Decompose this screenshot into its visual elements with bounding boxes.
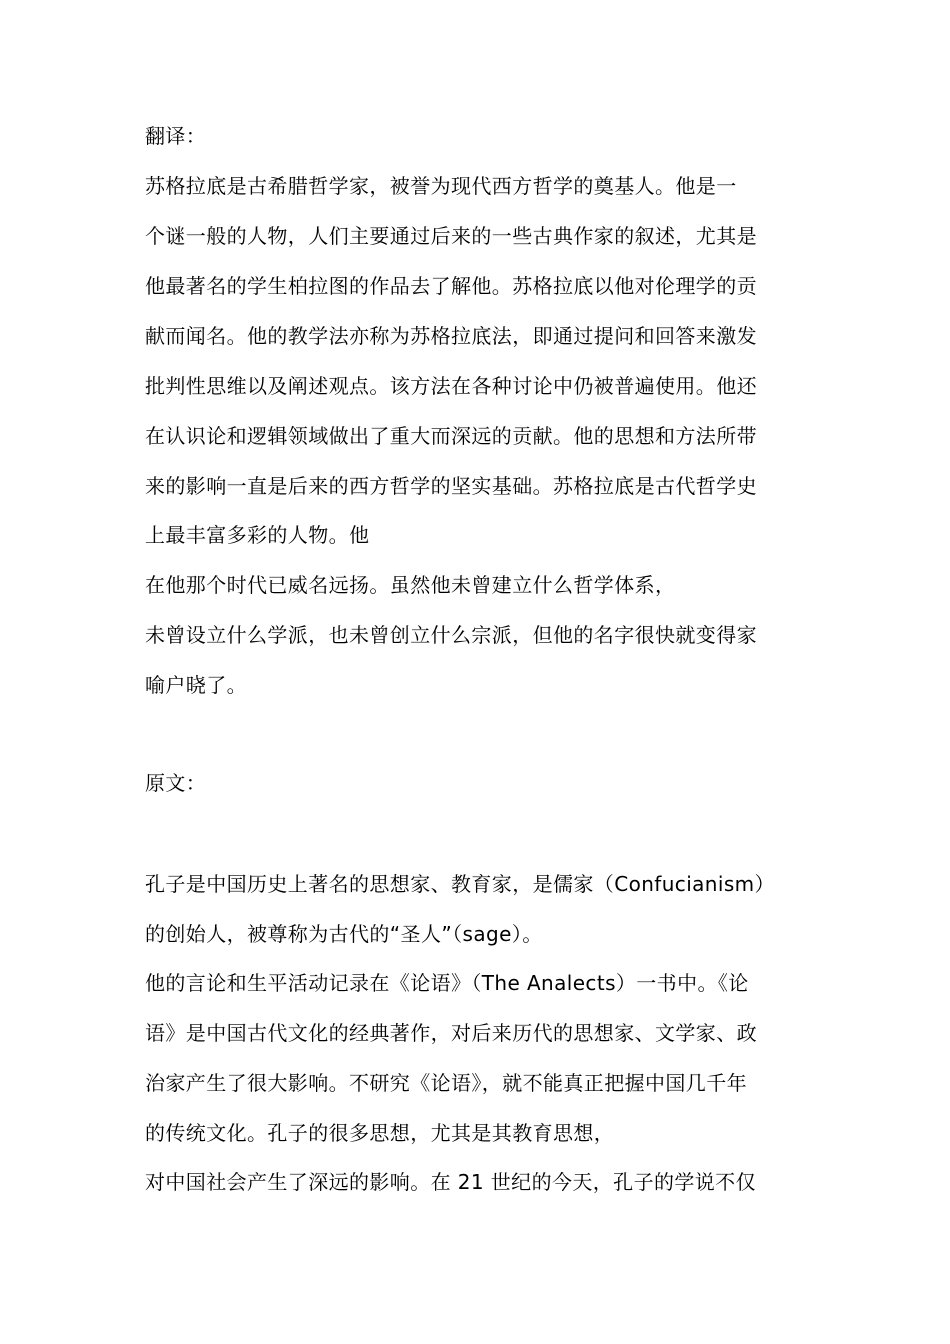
original-line: 对中国社会产生了深远的影响。在 21 世纪的今天，孔子的学说不仅	[145, 1170, 756, 1194]
translation-line: 在认识论和逻辑领域做出了重大而深远的贡献。他的思想和方法所带	[145, 424, 757, 448]
original-line: 治家产生了很大影响。不研究《论语》，就不能真正把握中国几千年	[145, 1071, 747, 1095]
original-line: 的传统文化。孔子的很多思想，尤其是其教育思想，	[145, 1121, 615, 1145]
translation-line: 上最丰富多彩的人物。他	[145, 523, 370, 547]
translation-line: 来的影响一直是后来的西方哲学的坚实基础。苏格拉底是古代哲学史	[145, 474, 757, 498]
translation-heading: 翻译：	[145, 124, 207, 148]
translation-line: 在他那个时代已威名远扬。虽然他未曾建立什么哲学体系，	[145, 573, 676, 597]
original-line: 他的言论和生平活动记录在《论语》（The Analects）一书中。《论	[145, 971, 749, 995]
translation-line: 苏格拉底是古希腊哲学家，被誉为现代西方哲学的奠基人。他是一	[145, 174, 737, 198]
original-heading: 原文：	[145, 771, 207, 795]
original-line: 孔子是中国历史上著名的思想家、教育家，是儒家（Confucianism）	[145, 872, 775, 896]
translation-line: 他最著名的学生柏拉图的作品去了解他。苏格拉底以他对伦理学的贡	[145, 274, 757, 298]
original-line: 的创始人，被尊称为古代的“圣人”（sage）。	[145, 922, 543, 946]
translation-line: 喻户晓了。	[145, 673, 247, 697]
translation-line: 个谜一般的人物，人们主要通过后来的一些古典作家的叙述，尤其是	[145, 224, 757, 248]
translation-line: 献而闻名。他的教学法亦称为苏格拉底法，即通过提问和回答来激发	[145, 324, 757, 348]
original-line: 语》是中国古代文化的经典著作，对后来历代的思想家、文学家、政	[145, 1021, 757, 1045]
translation-line: 批判性思维以及阐述观点。该方法在各种讨论中仍被普遍使用。他还	[145, 374, 757, 398]
translation-line: 未曾设立什么学派，也未曾创立什么宗派，但他的名字很快就变得家	[145, 623, 757, 647]
